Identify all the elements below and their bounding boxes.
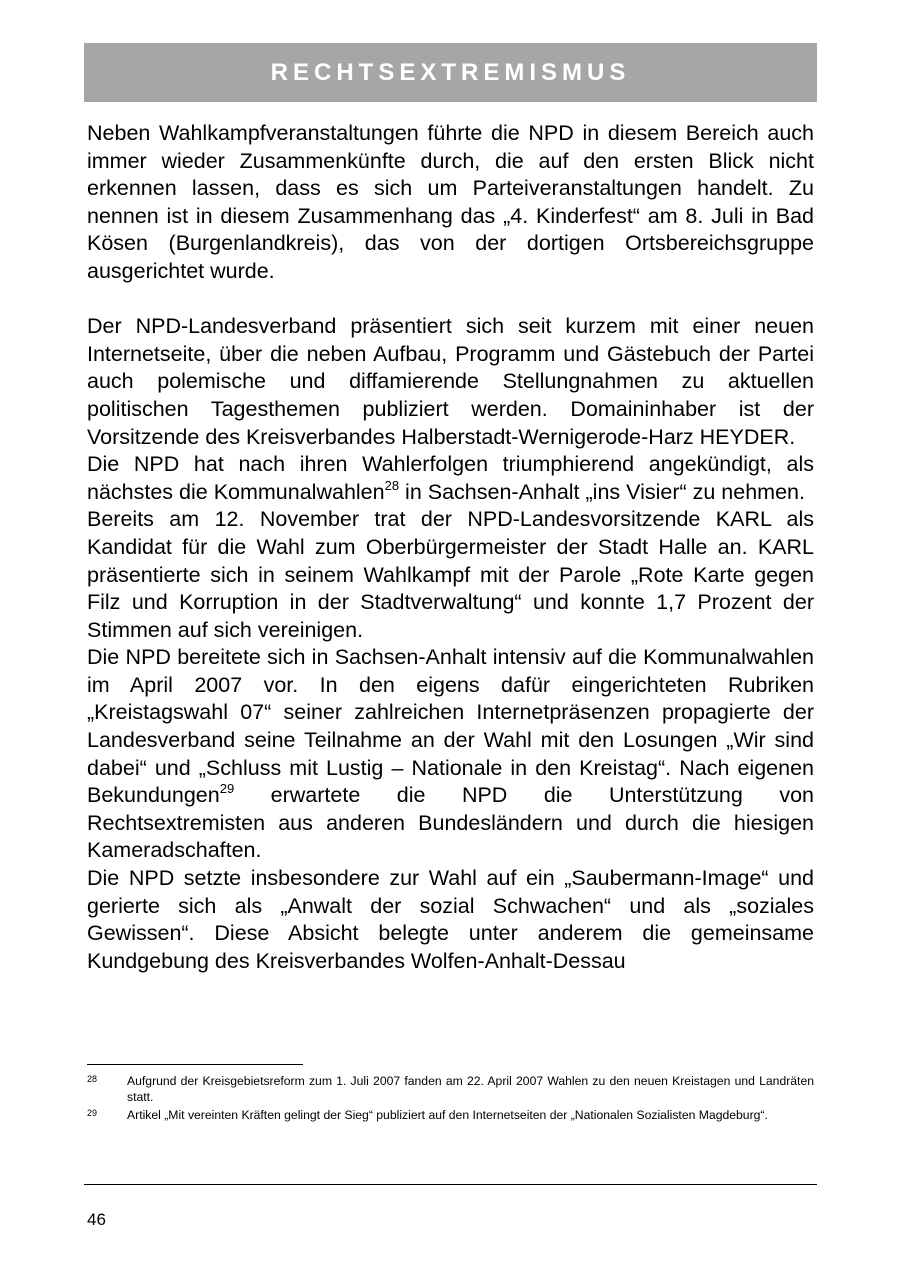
section-title: RECHTSEXTREMISMUS bbox=[270, 58, 631, 86]
paragraph-2: Der NPD-Landesverband präsentiert sich seit kurzem mit einer neuen Internetseite, über die neben Aufbau, Programm und Gästebuch der Partei auch polemische und diffamierende Stellungnahmen zu aktuellen politischen Tagesthemen publiziert werden. Domaininhaber ist der Vorsitzende des Kreisverbandes Halberstadt-Wernigerode-Harz HEYDER. bbox=[87, 314, 814, 449]
page-number: 46 bbox=[87, 1210, 106, 1229]
paragraph-5-text-b: erwartete die NPD die Unterstützung von Rechtsextremisten aus anderen Bundesländern und durch die hiesigen Kameradschaften. bbox=[87, 783, 814, 863]
body-text bbox=[87, 120, 814, 975]
paragraph-5 bbox=[87, 644, 814, 865]
footnote-text: Aufgrund der Kreisgebietsreform zum 1. Juli 2007 fanden am 22. April 2007 Wahlen zu den neuen Kreistagen und Landräten statt. bbox=[127, 1074, 814, 1104]
footnote-text: Artikel „Mit vereinten Kräften gelingt der Sieg“ publiziert auf den Internetseiten der „Nationalen Sozialisten Magdeburg“. bbox=[127, 1108, 768, 1122]
footnote-number: 29 bbox=[87, 1108, 98, 1118]
paragraph-3-text-a: Die NPD hat nach ihren Wahlerfolgen triumphierend angekündigt, als nächstes die Kommunalwahlen bbox=[87, 452, 814, 504]
paragraph-5-text-a: Die NPD bereitete sich in Sachsen-Anhalt intensiv auf die Kommunalwahlen im April 2007 vor. In den eigens dafür eingerichteten Rubriken „Kreistagswahl 07“ seiner zahlreichen Internetpräsenzen propagierte der Landesverband seine Teilnahme an der Wahl mit den Losungen „Wir sind dabei“ und „Schluss mit Lustig – Nationale in den Kreistag“. Nach eigenen Bekundungen bbox=[87, 645, 814, 808]
paragraph-4: Bereits am 12. November trat der NPD-Landesvorsitzende KARL als Kandidat für die Wahl zum Oberbürgermeister der Stadt Halle an. KARL präsentierte sich in seinem Wahlkampf mit der Parole „Rote Karte gegen Filz und Korruption in der Stadtverwaltung“ und konnte 1,7 Prozent der Stimmen auf sich vereinigen. bbox=[87, 507, 814, 642]
footnote-ref-29: 29 bbox=[219, 781, 235, 797]
paragraph-6: Die NPD setzte insbesondere zur Wahl auf ein „Saubermann-Image“ und gerierte sich als „Anwalt der sozial Schwachen“ und als „soziales Gewissen“. Diese Absicht belegte unter anderem die gemeinsame Kundgebung des Kreisverbandes Wolfen-Anhalt-Dessau bbox=[87, 866, 814, 973]
footnote-separator bbox=[87, 1064, 303, 1065]
section-header-band bbox=[84, 43, 817, 102]
footnote-29 bbox=[87, 1107, 814, 1123]
footnote-ref-28: 28 bbox=[384, 477, 400, 493]
paragraph-1: Neben Wahlkampfveranstaltungen führte die NPD in diesem Bereich auch immer wieder Zusammenkünfte durch, die auf den ersten Blick nicht erkennen lassen, dass es sich um Parteiveranstaltungen handelt. Zu nennen ist in diesem Zusammenhang das „4. Kinderfest“ am 8. Juli in Bad Kösen (Burgenlandkreis), das von der dortigen Ortsbereichsgruppe ausgerichtet wurde. bbox=[87, 121, 814, 283]
footnote-28 bbox=[87, 1073, 814, 1105]
footer-rule bbox=[84, 1184, 817, 1185]
footnote-number: 28 bbox=[87, 1074, 98, 1084]
footnotes bbox=[87, 1073, 814, 1125]
paragraph-3 bbox=[87, 451, 814, 506]
paragraph-3-text-b: in Sachsen-Anhalt „ins Visier“ zu nehmen. bbox=[399, 479, 805, 504]
